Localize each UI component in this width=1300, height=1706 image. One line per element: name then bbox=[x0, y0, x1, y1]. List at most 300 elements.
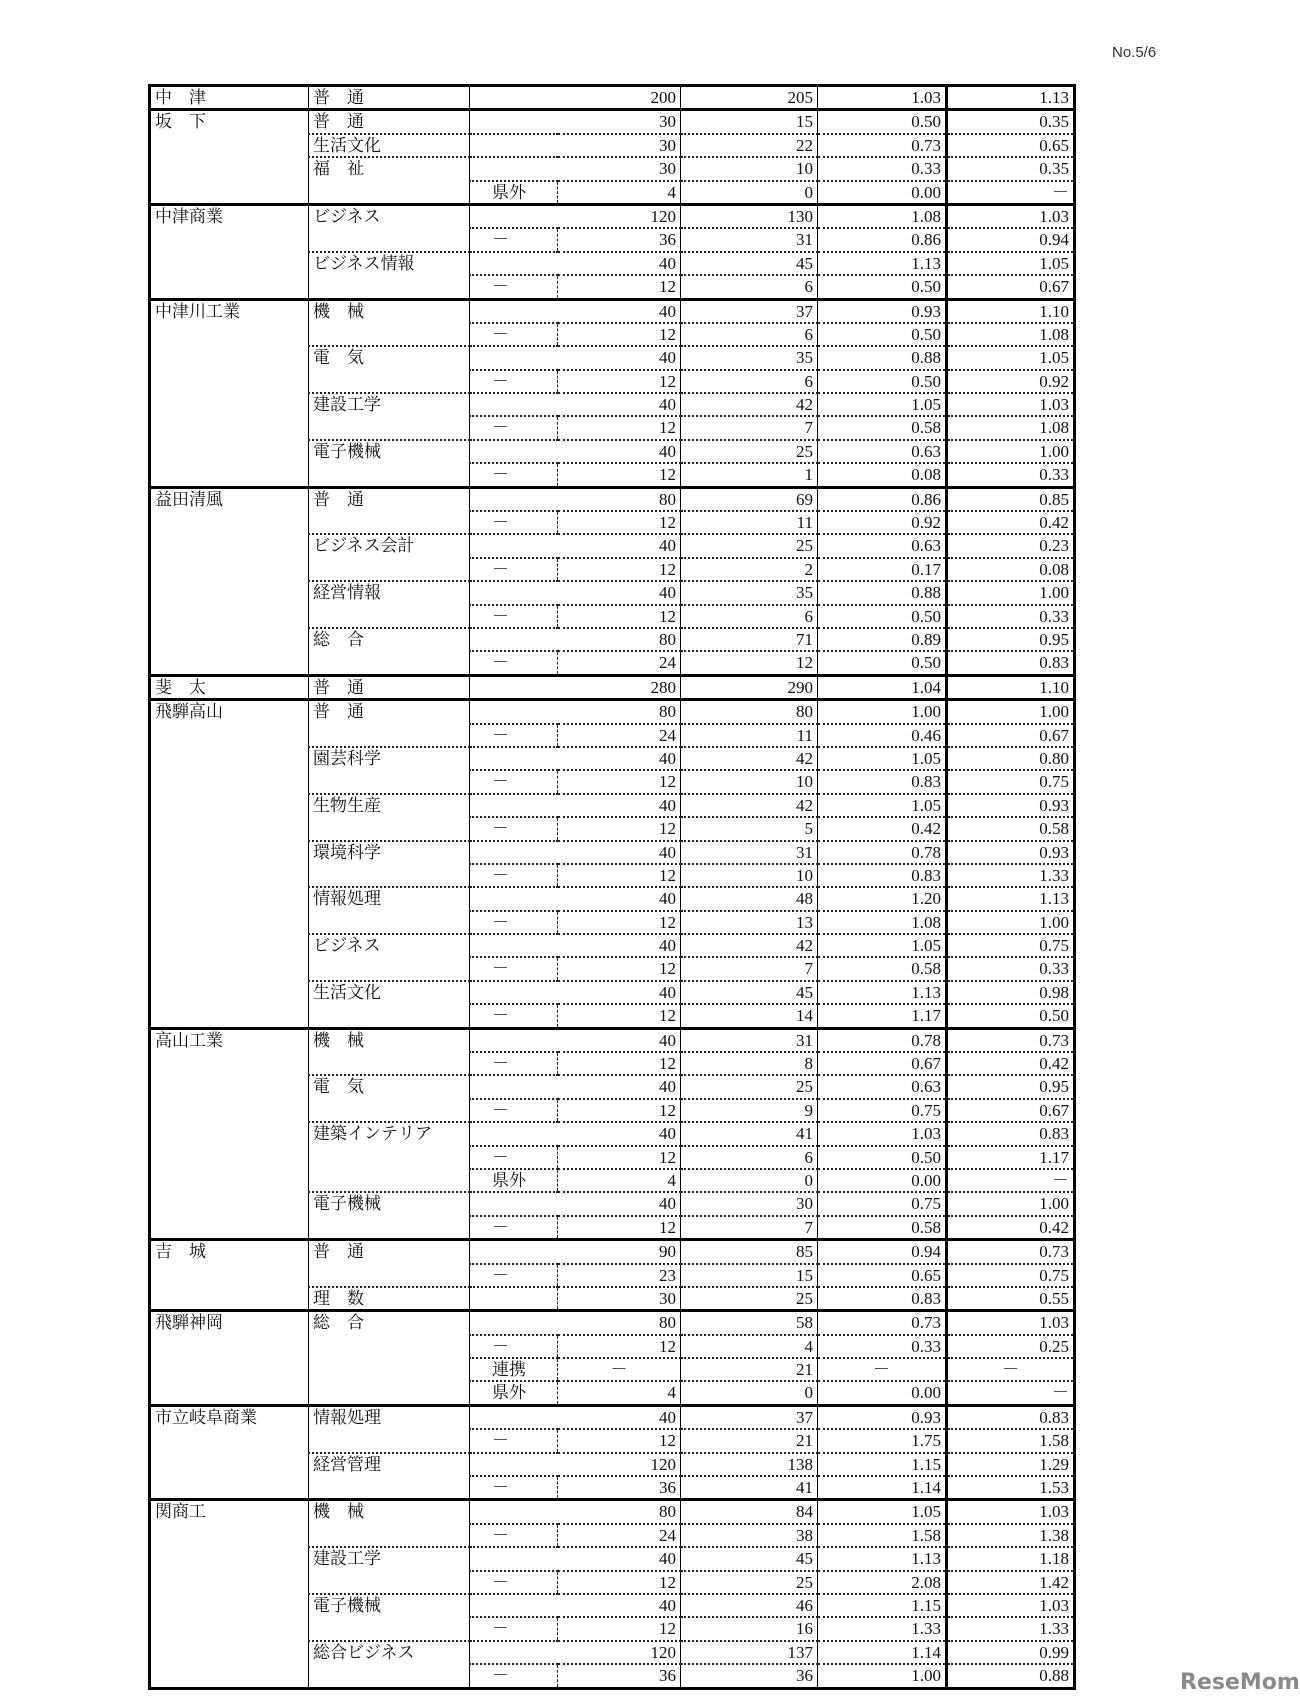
capacity: 40 bbox=[558, 841, 681, 864]
sub-category bbox=[470, 581, 558, 604]
ratio: 0.50 bbox=[818, 651, 947, 675]
ratio: 1.05 bbox=[818, 393, 947, 416]
applicants: 5 bbox=[681, 817, 818, 840]
department-name: 電 気 bbox=[309, 346, 470, 393]
previous-ratio: 1.58 bbox=[947, 1429, 1075, 1452]
ratio: 1.08 bbox=[818, 204, 947, 228]
capacity: 40 bbox=[558, 747, 681, 770]
applicants: 46 bbox=[681, 1594, 818, 1617]
capacity: 24 bbox=[558, 651, 681, 675]
school-name: 坂 下 bbox=[150, 110, 309, 205]
applicants: 14 bbox=[681, 1004, 818, 1028]
department-name: ビジネス bbox=[309, 204, 470, 251]
previous-ratio: 0.42 bbox=[947, 1052, 1075, 1075]
capacity: 12 bbox=[558, 770, 681, 793]
capacity: 30 bbox=[558, 157, 681, 180]
ratio: 0.65 bbox=[818, 1264, 947, 1287]
previous-ratio: 1.10 bbox=[947, 299, 1075, 323]
capacity: 40 bbox=[558, 252, 681, 275]
previous-ratio: 0.33 bbox=[947, 463, 1075, 487]
sub-category: － bbox=[470, 558, 558, 581]
previous-ratio: 0.95 bbox=[947, 628, 1075, 651]
applicants: 21 bbox=[681, 1358, 818, 1381]
ratio: 1.33 bbox=[818, 1617, 947, 1640]
previous-ratio: 0.85 bbox=[947, 487, 1075, 511]
previous-ratio: 1.03 bbox=[947, 1594, 1075, 1617]
capacity: 12 bbox=[558, 1216, 681, 1240]
capacity: 120 bbox=[558, 1641, 681, 1664]
applicants: 30 bbox=[681, 1192, 818, 1215]
applicants: 37 bbox=[681, 299, 818, 323]
applicants: 10 bbox=[681, 157, 818, 180]
sub-category: － bbox=[470, 817, 558, 840]
applicants: 25 bbox=[681, 534, 818, 557]
applicants: 85 bbox=[681, 1240, 818, 1264]
previous-ratio: 0.75 bbox=[947, 934, 1075, 957]
sub-category bbox=[470, 1641, 558, 1664]
table-row bbox=[150, 299, 1075, 323]
previous-ratio: 0.98 bbox=[947, 981, 1075, 1004]
sub-category: － bbox=[470, 1264, 558, 1287]
ratio: 1.08 bbox=[818, 911, 947, 934]
table-row bbox=[150, 110, 1075, 134]
previous-ratio: 1.05 bbox=[947, 252, 1075, 275]
previous-ratio: 0.35 bbox=[947, 110, 1075, 134]
ratio: 0.50 bbox=[818, 323, 947, 346]
department-name: 普 通 bbox=[309, 700, 470, 747]
capacity: 24 bbox=[558, 1524, 681, 1547]
department-name: 普 通 bbox=[309, 487, 470, 534]
sub-category: － bbox=[470, 1216, 558, 1240]
previous-ratio: 1.03 bbox=[947, 1311, 1075, 1335]
applicants: 69 bbox=[681, 487, 818, 511]
sub-category: － bbox=[470, 1571, 558, 1594]
ratio: 0.78 bbox=[818, 1028, 947, 1052]
previous-ratio: 0.65 bbox=[947, 134, 1075, 157]
sub-category bbox=[470, 1453, 558, 1476]
capacity: 40 bbox=[558, 934, 681, 957]
applicants: 6 bbox=[681, 323, 818, 346]
sub-category: － bbox=[470, 1052, 558, 1075]
capacity: 80 bbox=[558, 628, 681, 651]
applicants: 2 bbox=[681, 558, 818, 581]
previous-ratio: 1.13 bbox=[947, 86, 1075, 110]
ratio: 0.86 bbox=[818, 487, 947, 511]
capacity: 23 bbox=[558, 1264, 681, 1287]
applicants: 45 bbox=[681, 1547, 818, 1570]
sub-category: 県外 bbox=[470, 1169, 558, 1192]
sub-category bbox=[470, 393, 558, 416]
applicants: 25 bbox=[681, 440, 818, 463]
sub-category bbox=[470, 487, 558, 511]
ratio: 1.04 bbox=[818, 675, 947, 699]
department-name: 生物生産 bbox=[309, 794, 470, 841]
applicants: 48 bbox=[681, 887, 818, 910]
ratio: 1.05 bbox=[818, 934, 947, 957]
previous-ratio: 0.42 bbox=[947, 511, 1075, 534]
ratio: 1.15 bbox=[818, 1453, 947, 1476]
department-name: 福 祉 bbox=[309, 157, 470, 204]
applicants: 13 bbox=[681, 911, 818, 934]
previous-ratio: 1.33 bbox=[947, 864, 1075, 887]
sub-category: － bbox=[470, 605, 558, 628]
applicants: 41 bbox=[681, 1122, 818, 1145]
previous-ratio: 0.67 bbox=[947, 275, 1075, 299]
sub-category bbox=[470, 794, 558, 817]
previous-ratio: 0.75 bbox=[947, 1264, 1075, 1287]
sub-category bbox=[470, 675, 558, 699]
ratio: 1.05 bbox=[818, 747, 947, 770]
capacity: 40 bbox=[558, 981, 681, 1004]
previous-ratio: 0.73 bbox=[947, 1028, 1075, 1052]
department-name: 建設工学 bbox=[309, 1547, 470, 1594]
applicants: 290 bbox=[681, 675, 818, 699]
sub-category: － bbox=[470, 228, 558, 251]
capacity: 30 bbox=[558, 110, 681, 134]
ratio: 1.13 bbox=[818, 981, 947, 1004]
previous-ratio: 0.93 bbox=[947, 794, 1075, 817]
previous-ratio: 1.00 bbox=[947, 581, 1075, 604]
sub-category: － bbox=[470, 370, 558, 393]
ratio: 0.63 bbox=[818, 1075, 947, 1098]
school-name: 中津川工業 bbox=[150, 299, 309, 487]
previous-ratio: 0.25 bbox=[947, 1335, 1075, 1358]
sub-category: 県外 bbox=[470, 181, 558, 205]
ratio: 0.58 bbox=[818, 416, 947, 439]
ratio: 1.14 bbox=[818, 1641, 947, 1664]
table-row bbox=[150, 1028, 1075, 1052]
school-name: 中 津 bbox=[150, 86, 309, 110]
sub-category: － bbox=[470, 957, 558, 980]
capacity: 24 bbox=[558, 724, 681, 747]
sub-category: － bbox=[470, 275, 558, 299]
sub-category bbox=[470, 1287, 558, 1311]
previous-ratio: 0.58 bbox=[947, 817, 1075, 840]
department-name: 理 数 bbox=[309, 1287, 470, 1311]
ratio: 0.63 bbox=[818, 534, 947, 557]
capacity: 12 bbox=[558, 1571, 681, 1594]
capacity: 40 bbox=[558, 1405, 681, 1429]
previous-ratio: 1.08 bbox=[947, 323, 1075, 346]
department-name: 園芸科学 bbox=[309, 747, 470, 794]
department-name: 総 合 bbox=[309, 1311, 470, 1406]
school-name: 益田清風 bbox=[150, 487, 309, 675]
capacity: 12 bbox=[558, 1335, 681, 1358]
capacity: 12 bbox=[558, 1004, 681, 1028]
sub-category bbox=[470, 1192, 558, 1215]
applicants: 0 bbox=[681, 1381, 818, 1405]
previous-ratio: 1.03 bbox=[947, 1500, 1075, 1524]
ratio: 0.73 bbox=[818, 134, 947, 157]
sub-category bbox=[470, 534, 558, 557]
ratio: 0.58 bbox=[818, 957, 947, 980]
department-name: 建築インテリア bbox=[309, 1122, 470, 1192]
capacity: 40 bbox=[558, 393, 681, 416]
school-name: 市立岐阜商業 bbox=[150, 1405, 309, 1500]
school-name: 関商工 bbox=[150, 1500, 309, 1688]
applicants: 15 bbox=[681, 1264, 818, 1287]
applicants: 1 bbox=[681, 463, 818, 487]
ratio: 1.58 bbox=[818, 1524, 947, 1547]
previous-ratio: 0.67 bbox=[947, 1099, 1075, 1122]
previous-ratio: 1.03 bbox=[947, 393, 1075, 416]
department-name: 機 械 bbox=[309, 1028, 470, 1075]
sub-category: － bbox=[470, 416, 558, 439]
applicants: 71 bbox=[681, 628, 818, 651]
department-name: 電子機械 bbox=[309, 1594, 470, 1641]
department-name: 機 械 bbox=[309, 299, 470, 346]
previous-ratio: 0.35 bbox=[947, 157, 1075, 180]
ratio: 0.93 bbox=[818, 1405, 947, 1429]
previous-ratio: 1.53 bbox=[947, 1476, 1075, 1500]
ratio: 1.05 bbox=[818, 1500, 947, 1524]
applicants: 31 bbox=[681, 1028, 818, 1052]
sub-category: － bbox=[470, 1524, 558, 1547]
applicants: 45 bbox=[681, 252, 818, 275]
ratio: 1.75 bbox=[818, 1429, 947, 1452]
previous-ratio: 0.83 bbox=[947, 1405, 1075, 1429]
applicants: 7 bbox=[681, 1216, 818, 1240]
ratio: 0.50 bbox=[818, 275, 947, 299]
ratio: 0.42 bbox=[818, 817, 947, 840]
ratio: 0.46 bbox=[818, 724, 947, 747]
capacity: 36 bbox=[558, 1476, 681, 1500]
school-name: 中津商業 bbox=[150, 204, 309, 299]
sub-category: － bbox=[470, 651, 558, 675]
capacity: 36 bbox=[558, 228, 681, 251]
applicants: 15 bbox=[681, 110, 818, 134]
applicants: 35 bbox=[681, 581, 818, 604]
capacity: 40 bbox=[558, 1192, 681, 1215]
previous-ratio: 1.03 bbox=[947, 204, 1075, 228]
department-name: 生活文化 bbox=[309, 134, 470, 157]
sub-category: 県外 bbox=[470, 1381, 558, 1405]
applicants: 9 bbox=[681, 1099, 818, 1122]
ratio: 0.73 bbox=[818, 1311, 947, 1335]
applicants: 35 bbox=[681, 346, 818, 369]
capacity: 40 bbox=[558, 1075, 681, 1098]
ratio: 0.50 bbox=[818, 110, 947, 134]
sub-category bbox=[470, 134, 558, 157]
previous-ratio: 1.18 bbox=[947, 1547, 1075, 1570]
admission-ratio-table bbox=[148, 84, 1076, 1690]
applicants: 10 bbox=[681, 770, 818, 793]
previous-ratio: 1.00 bbox=[947, 700, 1075, 724]
sub-category bbox=[470, 440, 558, 463]
sub-category: － bbox=[470, 1429, 558, 1452]
capacity: 12 bbox=[558, 957, 681, 980]
previous-ratio: 0.92 bbox=[947, 370, 1075, 393]
previous-ratio: 1.00 bbox=[947, 440, 1075, 463]
capacity: 12 bbox=[558, 1099, 681, 1122]
ratio: 1.14 bbox=[818, 1476, 947, 1500]
capacity: 200 bbox=[558, 86, 681, 110]
capacity: － bbox=[558, 1358, 681, 1381]
ratio: 1.13 bbox=[818, 1547, 947, 1570]
applicants: 7 bbox=[681, 416, 818, 439]
department-name: 情報処理 bbox=[309, 887, 470, 934]
capacity: 40 bbox=[558, 794, 681, 817]
department-name: 普 通 bbox=[309, 1240, 470, 1287]
capacity: 12 bbox=[558, 605, 681, 628]
capacity: 40 bbox=[558, 581, 681, 604]
resemom-watermark: ReseMom bbox=[1180, 1670, 1300, 1695]
applicants: 84 bbox=[681, 1500, 818, 1524]
sub-category: － bbox=[470, 770, 558, 793]
applicants: 6 bbox=[681, 1146, 818, 1169]
capacity: 80 bbox=[558, 1311, 681, 1335]
department-name: ビジネス情報 bbox=[309, 252, 470, 299]
previous-ratio: 1.38 bbox=[947, 1524, 1075, 1547]
ratio: 0.00 bbox=[818, 1169, 947, 1192]
department-name: 電子機械 bbox=[309, 1192, 470, 1239]
sub-category bbox=[470, 1500, 558, 1524]
applicants: 31 bbox=[681, 841, 818, 864]
department-name: 電 気 bbox=[309, 1075, 470, 1122]
capacity: 40 bbox=[558, 346, 681, 369]
department-name: 電子機械 bbox=[309, 440, 470, 487]
capacity: 40 bbox=[558, 1122, 681, 1145]
capacity: 12 bbox=[558, 370, 681, 393]
capacity: 40 bbox=[558, 1594, 681, 1617]
sub-category bbox=[470, 1240, 558, 1264]
ratio: 0.33 bbox=[818, 157, 947, 180]
previous-ratio: 0.95 bbox=[947, 1075, 1075, 1098]
department-name: 情報処理 bbox=[309, 1405, 470, 1452]
previous-ratio: 0.80 bbox=[947, 747, 1075, 770]
previous-ratio: 0.75 bbox=[947, 770, 1075, 793]
sub-category bbox=[470, 299, 558, 323]
capacity: 80 bbox=[558, 1500, 681, 1524]
ratio: － bbox=[818, 1358, 947, 1381]
applicants: 25 bbox=[681, 1287, 818, 1311]
sub-category bbox=[470, 841, 558, 864]
capacity: 12 bbox=[558, 275, 681, 299]
sub-category: － bbox=[470, 323, 558, 346]
department-name: 経営情報 bbox=[309, 581, 470, 628]
sub-category: － bbox=[470, 1146, 558, 1169]
previous-ratio: 0.33 bbox=[947, 605, 1075, 628]
ratio: 0.50 bbox=[818, 370, 947, 393]
ratio: 0.88 bbox=[818, 346, 947, 369]
applicants: 42 bbox=[681, 934, 818, 957]
previous-ratio: 0.33 bbox=[947, 957, 1075, 980]
table-row bbox=[150, 1240, 1075, 1264]
sub-category bbox=[470, 157, 558, 180]
applicants: 25 bbox=[681, 1571, 818, 1594]
department-name: 建設工学 bbox=[309, 393, 470, 440]
ratio: 0.93 bbox=[818, 299, 947, 323]
previous-ratio: － bbox=[947, 1381, 1075, 1405]
department-name: 経営管理 bbox=[309, 1453, 470, 1500]
applicants: 7 bbox=[681, 957, 818, 980]
sub-category bbox=[470, 1028, 558, 1052]
sub-category bbox=[470, 700, 558, 724]
previous-ratio: 1.10 bbox=[947, 675, 1075, 699]
applicants: 4 bbox=[681, 1335, 818, 1358]
table-row bbox=[150, 1311, 1075, 1335]
ratio: 0.17 bbox=[818, 558, 947, 581]
table-row bbox=[150, 86, 1075, 110]
applicants: 138 bbox=[681, 1453, 818, 1476]
sub-category: － bbox=[470, 724, 558, 747]
department-name: 普 通 bbox=[309, 86, 470, 110]
sub-category bbox=[470, 1075, 558, 1098]
previous-ratio: 0.08 bbox=[947, 558, 1075, 581]
ratio: 0.75 bbox=[818, 1192, 947, 1215]
ratio: 0.88 bbox=[818, 581, 947, 604]
capacity: 12 bbox=[558, 864, 681, 887]
capacity: 12 bbox=[558, 1052, 681, 1075]
previous-ratio: 1.29 bbox=[947, 1453, 1075, 1476]
ratio: 1.00 bbox=[818, 700, 947, 724]
applicants: 58 bbox=[681, 1311, 818, 1335]
applicants: 22 bbox=[681, 134, 818, 157]
ratio: 0.08 bbox=[818, 463, 947, 487]
applicants: 45 bbox=[681, 981, 818, 1004]
sub-category bbox=[470, 110, 558, 134]
applicants: 0 bbox=[681, 1169, 818, 1192]
ratio: 0.83 bbox=[818, 770, 947, 793]
ratio: 1.13 bbox=[818, 252, 947, 275]
school-name: 飛騨高山 bbox=[150, 700, 309, 1028]
ratio: 0.78 bbox=[818, 841, 947, 864]
sub-category bbox=[470, 1405, 558, 1429]
previous-ratio: 0.93 bbox=[947, 841, 1075, 864]
ratio: 1.03 bbox=[818, 86, 947, 110]
sub-category bbox=[470, 252, 558, 275]
previous-ratio: 0.55 bbox=[947, 1287, 1075, 1311]
previous-ratio: 1.08 bbox=[947, 416, 1075, 439]
sub-category bbox=[470, 346, 558, 369]
previous-ratio: 0.83 bbox=[947, 651, 1075, 675]
capacity: 12 bbox=[558, 416, 681, 439]
sub-category: － bbox=[470, 911, 558, 934]
ratio: 0.92 bbox=[818, 511, 947, 534]
applicants: 38 bbox=[681, 1524, 818, 1547]
previous-ratio: － bbox=[947, 1169, 1075, 1192]
sub-category: － bbox=[470, 1004, 558, 1028]
capacity: 4 bbox=[558, 1381, 681, 1405]
ratio: 0.50 bbox=[818, 1146, 947, 1169]
department-name: ビジネス bbox=[309, 934, 470, 981]
capacity: 280 bbox=[558, 675, 681, 699]
previous-ratio: 0.88 bbox=[947, 1664, 1075, 1688]
applicants: 41 bbox=[681, 1476, 818, 1500]
ratio: 0.83 bbox=[818, 1287, 947, 1311]
capacity: 30 bbox=[558, 1287, 681, 1311]
capacity: 40 bbox=[558, 1547, 681, 1570]
applicants: 6 bbox=[681, 605, 818, 628]
capacity: 4 bbox=[558, 1169, 681, 1192]
sub-category bbox=[470, 747, 558, 770]
department-name: 総 合 bbox=[309, 628, 470, 675]
ratio: 0.33 bbox=[818, 1335, 947, 1358]
ratio: 0.00 bbox=[818, 1381, 947, 1405]
ratio: 1.00 bbox=[818, 1664, 947, 1688]
department-name: 普 通 bbox=[309, 675, 470, 699]
department-name: 総合ビジネス bbox=[309, 1641, 470, 1688]
applicants: 36 bbox=[681, 1664, 818, 1688]
ratio: 0.63 bbox=[818, 440, 947, 463]
ratio: 2.08 bbox=[818, 1571, 947, 1594]
department-name: 生活文化 bbox=[309, 981, 470, 1028]
applicants: 12 bbox=[681, 651, 818, 675]
ratio: 0.50 bbox=[818, 605, 947, 628]
applicants: 11 bbox=[681, 724, 818, 747]
capacity: 90 bbox=[558, 1240, 681, 1264]
applicants: 8 bbox=[681, 1052, 818, 1075]
